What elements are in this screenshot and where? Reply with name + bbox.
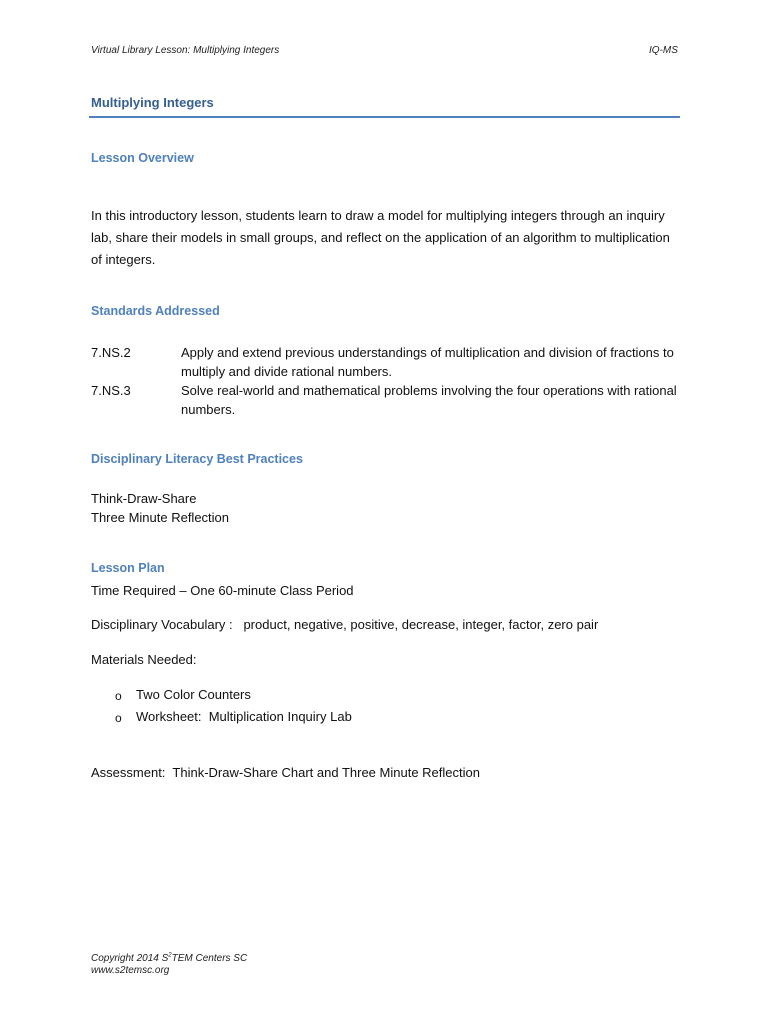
standard-text: Apply and extend previous understandings of multiplication and division of fractions to multiply and divide rational numbers. (181, 345, 674, 379)
lesson-plan-heading: Lesson Plan (91, 561, 165, 575)
standards-heading: Standards Addressed (91, 304, 220, 318)
literacy-item: Three Minute Reflection (91, 510, 230, 525)
materials-label: Materials Needed: (91, 652, 197, 667)
copyright-suffix: TEM Centers SC (171, 953, 248, 964)
page-title: Multiplying Integers (91, 95, 214, 110)
bullet-marker: o (115, 711, 122, 725)
vocabulary: Disciplinary Vocabulary : product, negative, positive, decrease, integer, factor, zero pair (91, 617, 599, 632)
literacy-item: Think-Draw-Share (91, 491, 197, 506)
copyright-superscript: 2 (168, 952, 172, 959)
header-right: IQ-MS (649, 45, 678, 56)
time-required: Time Required – One 60-minute Class Period (91, 583, 354, 598)
literacy-heading: Disciplinary Literacy Best Practices (91, 452, 303, 466)
bullet-marker: o (115, 689, 122, 703)
standard-code: 7.NS.3 (91, 383, 131, 398)
material-item: Worksheet: Multiplication Inquiry Lab (136, 709, 352, 724)
standard-code: 7.NS.2 (91, 345, 131, 360)
header-left: Virtual Library Lesson: Multiplying Integers (91, 45, 280, 56)
title-rule (89, 116, 680, 118)
footer-copyright (91, 953, 247, 965)
assessment: Assessment: Think-Draw-Share Chart and Three Minute Reflection (91, 765, 480, 780)
copyright-prefix: Copyright 2014 S (91, 953, 169, 964)
overview-text: In this introductory lesson, students learn to draw a model for multiplying integers through an inquiry lab, share their models in small groups, and reflect on the application of an algorithm to multiplication of integers. (91, 208, 670, 267)
material-item: Two Color Counters (136, 687, 251, 702)
overview-heading: Lesson Overview (91, 151, 194, 165)
footer-website[interactable]: www.s2temsc.org (91, 965, 170, 976)
standard-text: Solve real-world and mathematical problems involving the four operations with rational numbers. (181, 383, 677, 417)
